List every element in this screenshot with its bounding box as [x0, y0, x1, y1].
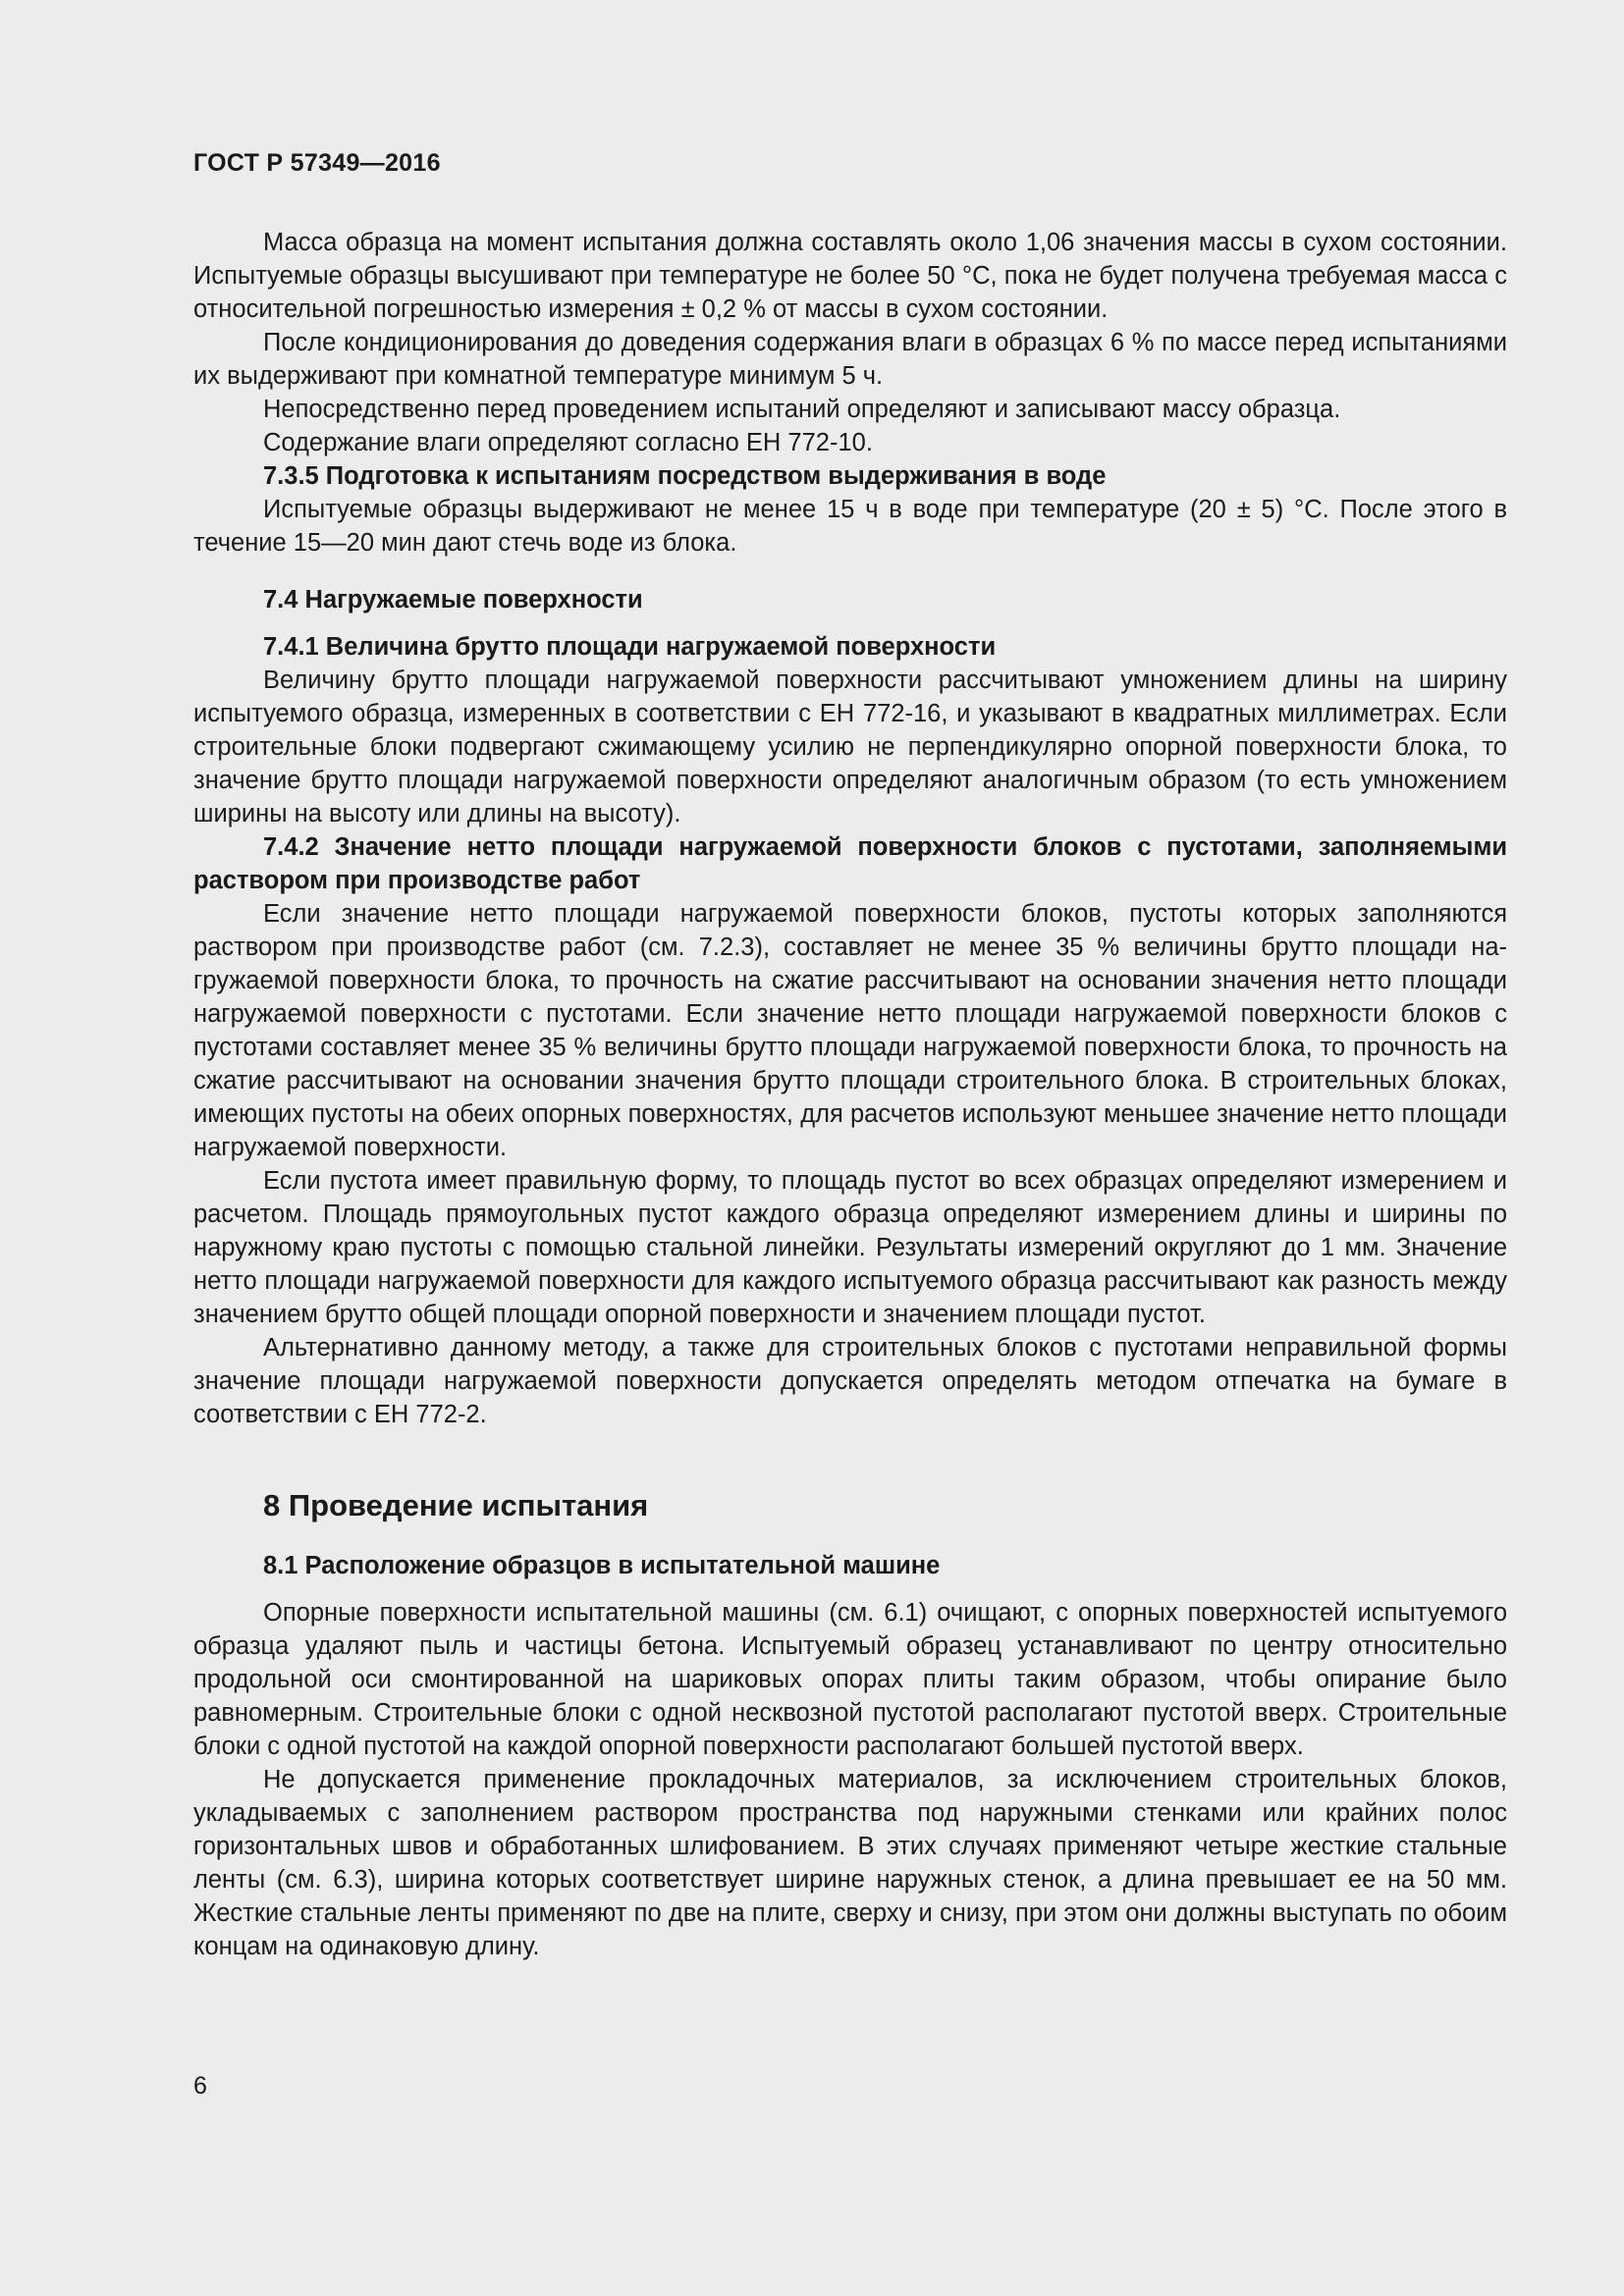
paragraph-padding-materials: Не допускается применение прокладочных материалов, за исключением строительных блоков, укладываемых с заполнением раствором пространства под наружными стенками или крайних полос горизонтальных швов и обработанных шлифованием. В этих случаях применяют четыре жесткие стальные ленты (см. 6.3), ширина которых соответствует ширине наружных стенок, а длина превышает ее на 50 мм. Жесткие стальные ленты применяют по две на плите, сверху и снизу, при этом они должны выступать по обоим концам на одинаковую длину.: [193, 1766, 1507, 1960]
paragraph-net-area: Если значение нетто площади нагружаемой поверхности блоков, пустоты которых заполняются раствором при производстве работ (см. 7.2.3), составляет не менее 35 % величины брутто площади нагружаемой поверхности блока, то прочность на сжатие рассчитывают на основании значения нетто площади нагружаемой поверхности с пустотами. Если значение нетто площади нагружаемой поверхности блоков с пустотами составляет менее 35 % величины брутто площади нагружаемой поверхности блока, то прочность на сжатие рассчитывают на основании значения брутто площади строительного блока. В строительных блоках, имеющих пустоты на обеих опорных поверхностях, для расчетов используют меньшее значение нетто площади нагружаемой поверхности.: [193, 900, 1507, 1161]
paragraph-void-shape: Если пустота имеет правильную форму, то площадь пустот во всех образцах определяют измерением и расчетом. Площадь прямоугольных пустот каждого образца определяют измерением длины и ширины по наружному краю пустоты с помощью стальной линейки. Результаты измерений округляют до 1 мм. Значение нетто площади нагружаемой поверхности для каждого испытуемого образца рассчитывают как разность между значением брутто общей площади опорной поверхности и значением площади пустот.: [193, 1167, 1507, 1328]
paragraph-gross-area: Величину брутто площади нагружаемой поверхности рассчитывают умножением длины на ширину испытуемого образца, измеренных в соответствии с ЕН 772-16, и указывают в квадратных миллиметрах. Если строительные блоки подвергают сжимающему усилию не перпендикулярно опорной поверхности блока, то значение брутто площади нагружаемой поверхности определяют аналогичным образом (то есть умножением ширины на высоту или длины на высоту).: [193, 667, 1507, 828]
heading-7-4-2: 7.4.2 Значение нетто площади нагружаемой поверхности блоков с пустотами, заполняемыми раствором при производстве работ: [193, 833, 1507, 894]
paragraph-conditioning: После кондиционирования до доведения содержания влаги в образцах 6 % по массе перед испытаниями их выдерживают при комнатной температуре минимум 5 ч.: [193, 329, 1507, 390]
paragraph-sample-mass: Масса образца на момент испытания должна составлять около 1,06 значения массы в сухом состоянии. Испытуемые образцы высушивают при температуре не более 50 °С, пока не будет получена требуемая масса с относительной погрешностью измерения ± 0,2 % от массы в сухом состоянии.: [193, 229, 1507, 323]
heading-8: 8 Проведение испытания: [263, 1488, 649, 1522]
paragraph-alternative-method: Альтернативно данному методу, а также для строительных блоков с пустотами неправильной формы значение площади нагружаемой поверхности допускается определять методом отпечатка на бумаге в соответствии с ЕН 772-2.: [193, 1334, 1507, 1428]
paragraph-specimen-placement: Опорные поверхности испытательной машины (см. 6.1) очищают, с опорных поверхностей испытуемого образца удаляют пыль и частицы бетона. Испытуемый образец устанавливают по центру относительно продольной оси смонтированной на шариковых опорах плиты таким образом, чтобы опирание было равномерным. Строительные блоки с одной несквозной пустотой располагают пустотой вверх. Строительные блоки с одной пустотой на каждой опорной поверхности располагают большей пустотой вверх.: [193, 1599, 1507, 1760]
paragraph-moisture-content: Содержание влаги определяют согласно ЕН 772-10.: [263, 429, 873, 456]
heading-8-1: 8.1 Расположение образцов в испытательной машине: [263, 1552, 941, 1579]
page-number: 6: [193, 2072, 207, 2100]
paragraph-water-soaking: Испытуемые образцы выдерживают не менее 15 ч в воде при температуре (20 ± 5) °С. После этого в течение 15—20 мин дают стечь воде из блока.: [193, 496, 1507, 557]
paragraph-record-mass: Непосредственно перед проведением испытаний определяют и записывают массу образца.: [263, 396, 1341, 423]
heading-7-3-5: 7.3.5 Подготовка к испытаниям посредством выдерживания в воде: [263, 462, 1107, 490]
heading-7-4: 7.4 Нагружаемые поверхности: [263, 586, 643, 614]
heading-7-4-1: 7.4.1 Величина брутто площади нагружаемой поверхности: [263, 633, 997, 661]
document-body: [193, 226, 1507, 1963]
document-header: ГОСТ Р 57349—2016: [193, 149, 441, 177]
